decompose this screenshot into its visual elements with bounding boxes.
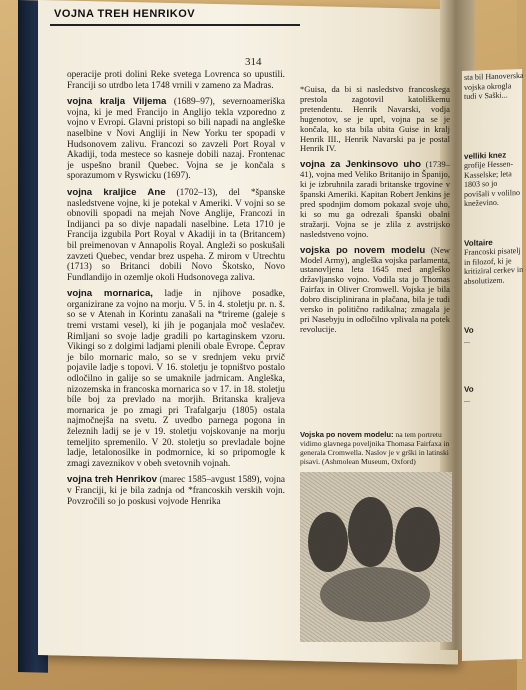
right-text-column (300, 85, 450, 341)
engraving-image (300, 472, 452, 642)
horse-rider-figure (348, 497, 393, 567)
right-page-text-3: ... (464, 335, 470, 345)
right-page-heading-1: velliki knez (464, 150, 507, 161)
illustration-figure (300, 430, 452, 642)
right-page-text-4: ... (464, 394, 470, 404)
right-page-column (462, 69, 526, 406)
entry (67, 289, 285, 469)
horse-rider-figure (308, 512, 348, 572)
right-page-text-1: grofije Hessen-Kasselskе; leta 1803 so jo povišali v volilno kneževino. (464, 159, 520, 208)
entry-text: (marec 1585–avgust 1589), vojna v Franciji, ki je bila zadnja od *francoskih verskih vojn. Povzročili so jo poskusi vojvode Henrikа (67, 475, 285, 507)
running-header (50, 6, 300, 26)
entry-text: (New Model Army), angleška vojska parlamenta, ustanovljena leta 1645 med angleško državljansko vojno. Vodila sta jo Thomas Fairfax in Oliver Cromwell. Vojska je bila dobro disciplinirana in plačana, bila je tudi versko in politično radikalna; zmagala je pri Nasebyju in odločilno vplivala na potek revolucije. (300, 244, 450, 334)
entry (300, 246, 450, 335)
running-title: VOJNA TREH HENRIKOV (54, 8, 196, 20)
right-page-heading-2: Voltaire (464, 237, 493, 248)
horse-rider-figure (395, 507, 440, 572)
entry-headword: vojna za Jenkinsovo uho (300, 159, 421, 171)
right-page-heading-4: Vo (464, 384, 474, 394)
entry-headword: vojna kraljice Ane (67, 186, 166, 198)
right-page-top-text: sta bil Hanoverska vojska okrogla tudi v Saški... (464, 70, 524, 101)
horse-figure (320, 567, 430, 622)
left-text-column (67, 70, 285, 513)
entry (300, 85, 450, 154)
entry (67, 70, 285, 91)
entry-headword: vojna mornarica, (67, 288, 153, 300)
right-page-text-2: Francoski pisatelj in filozof, ki je kritiziral cerkev in absolutizem. (464, 245, 524, 286)
entry-text: (1739–41), vojna med Veliko Britanijo in Španijo, ki je izbruhnila zaradi britanske trgovine v španski Ameriki. Kapitan Robert Jenkins je pred spodnjim domom pokazal svoje uho, ki so mu ga odrezali španski obalni stražarji. Vojna se je zlila z avstrijsko nasledstveno vojno. (300, 159, 450, 239)
entry-text: (1702–13), del *španske nasledstvene vojne, ki je potekal v Ameriki. V vojni so se obnovili spopadi na mejah Nove Anglije, Francozi in Indijanci pa so divje napadali naselbine. Leta 1710 je Francija izgubila Port Royal v Akadiji in ta (Britancem) bil preimenovan v Annapolis Royal. Angleži so poskušali zavzeti Quebec, vendar brez uspeha. Z mirom v Utrechtu (1713) so Britanci dobili Novo Škotsko, Novo Fundlandijo in ozemlje okoli Hudsonovega zaliva. (67, 187, 285, 283)
page-number: 314 (245, 56, 262, 68)
right-page (462, 69, 522, 661)
entry-text: ladje in njihove posadke, organizirane za vojno na morju. V 5. in 4. stoletju pr. n. š. so se v Atenah in Korintu zanašali na *trireme (galeje s tremi vrstami vesel), ki jih je poganjala moč veslačev. Rimljani so svoje ladje gradili po kartaginskem vzoru. Vikingi so z dolgimi ladjami plenili obale Evrope. Čeprav je bilo mornaric malo, so se v srednjem veku prvič pojavile ladje s topovi. V 16. stoletju je topništvo postalo odločilno in galije so se umaknile jadrnicam. Angleška, nizozemska in francoska mornarica so v 17. in 18. stoletju bíle boj za prevlado na morjih. Britanska kraljeva mornarica je po zmagi pri Trafalgarju (1805) ostala najmočnejša na svetu. Z uvedbo parnega pogona in železnih ladij se je v 19. stoletju vojskovanje na morju temeljito spremenilo. V 20. stoletju so prevladale bojne ladje, letalonosilke in podmornice, ki so pripomogle k zmagi zaveznikov v obeh svetovnih vojnah. (67, 289, 285, 469)
entry-headword: vojna kralja Viljema (67, 96, 167, 108)
entry (67, 188, 285, 283)
caption-headword: Vojska po novem modelu: (300, 430, 394, 439)
entry (300, 160, 450, 239)
entry-text: *Guisa, da bi si nasledstvo francoskega prestola zagotovil katoliškemu pretendentu. Henrik Navarski, vodja hugenotov, se je uprl, vojna pa se je končala, ko sta bila ubita Guise in kralj Henrik III., Henrik Navarski pa je postal Henrik IV. (300, 84, 450, 154)
entry-text: (1689–97), severnoameriška vojna, ki je med Francijo in Anglijo tekla vzporedno z vojno v Evropi. Glavni pristopi so bili napadi na angleške naselbine v Novi Angliji in New Yorku ter spopadi v Hudsonovem zalivu. Francozi so zavzeli Port Royal v Akadiji, toda mestece so kasneje dobili nazaj. Frontenac je uspešno branil Quebec. Vojna se je končala s sporazumom v Ryswicku (1697). (67, 97, 285, 182)
caption-text: na tem portretu vidimo glavnega poveljnika Thomasa Fairfaxa in generala Cromwella. Naslov je v grški in latinski pisavi. (Ashmolean Museum, Oxford) (300, 430, 450, 466)
entry-text: operacije proti dolini Reke svetega Lovrenca so upustili. Franciji so utrdbo leta 1748 vrnili v zameno za Madras. (67, 70, 285, 91)
entry-headword: vojna treh Henrikov (67, 474, 157, 486)
entry (67, 475, 285, 507)
right-page-heading-3: Vo (464, 325, 474, 335)
figure-caption (300, 430, 452, 470)
entry-headword: vojska po novem modelu (300, 244, 426, 256)
entry (67, 97, 285, 182)
